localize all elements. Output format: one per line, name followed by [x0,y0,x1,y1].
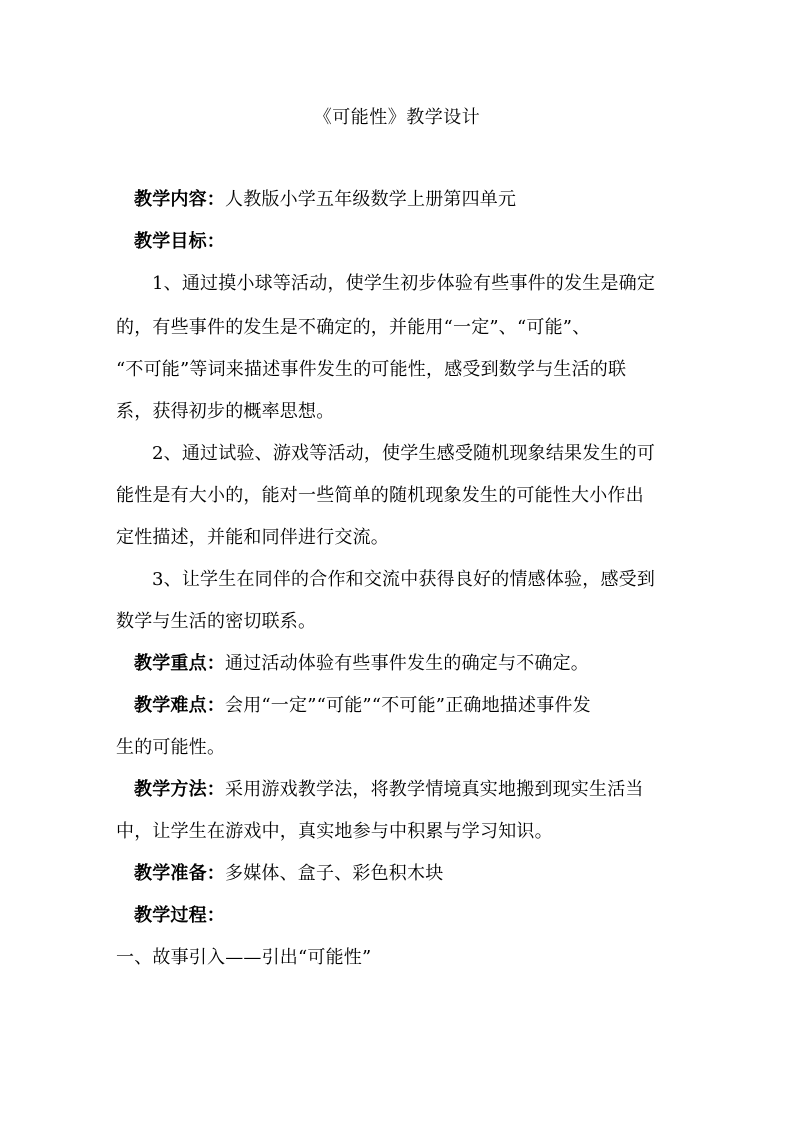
objective-1-line-4: 系，获得初步的概率思想。 [116,401,335,422]
method-line-1 [134,776,644,804]
difficulty-text-1: 会用“一定”“可能”“不可能”正确地描述事件发 [225,695,591,716]
content-text: 人教版小学五年级数学上册第四单元 [225,189,517,210]
difficulty-line-1 [134,692,591,720]
objective-1-line-2: 的，有些事件的发生是不确定的，并能用“一定”、“可能”、 [116,317,591,338]
process-section-1: 一、故事引入——引出“可能性” [116,947,372,968]
preparation-text: 多媒体、盒子、彩色积木块 [225,863,444,884]
content-label: 教学内容： [134,189,225,210]
process-label: 教学过程： [134,905,225,926]
method-text-1: 采用游戏教学法，将教学情境真实地搬到现实生活当 [225,779,644,800]
objective-2-line-1: 2、通过试验、游戏等活动，使学生感受随机现象结果发生的可 [152,443,656,464]
preparation-line [134,860,443,888]
difficulty-label: 教学难点： [134,695,225,716]
objective-1-line-1: 1、通过摸小球等活动，使学生初步体验有些事件的发生是确定 [152,273,656,294]
key-point-text: 通过活动体验有些事件发生的确定与不确定。 [225,653,589,674]
method-label: 教学方法： [134,779,225,800]
content-line [134,186,516,214]
objective-3-line-2: 数学与生活的密切联系。 [116,611,317,632]
method-line-2: 中，让学生在游戏中，真实地参与中积累与学习知识。 [116,821,553,842]
key-point-label: 教学重点： [134,653,225,674]
document-title: 《可能性》教学设计 [313,107,481,128]
objectives-heading [134,228,225,256]
objective-3-line-1: 3、让学生在同伴的合作和交流中获得良好的情感体验，感受到 [152,569,656,590]
difficulty-line-2: 生的可能性。 [116,737,226,758]
objective-2-line-2: 能性是有大小的，能对一些简单的随机现象发生的可能性大小作出 [116,485,644,506]
key-point-line [134,650,589,678]
objective-2-line-3: 定性描述，并能和同伴进行交流。 [116,527,389,548]
preparation-label: 教学准备： [134,863,225,884]
objective-1-line-3: “不可能”等词来描述事件发生的可能性，感受到数学与生活的联 [116,359,627,380]
process-heading [134,902,225,930]
objectives-label: 教学目标： [134,231,225,252]
